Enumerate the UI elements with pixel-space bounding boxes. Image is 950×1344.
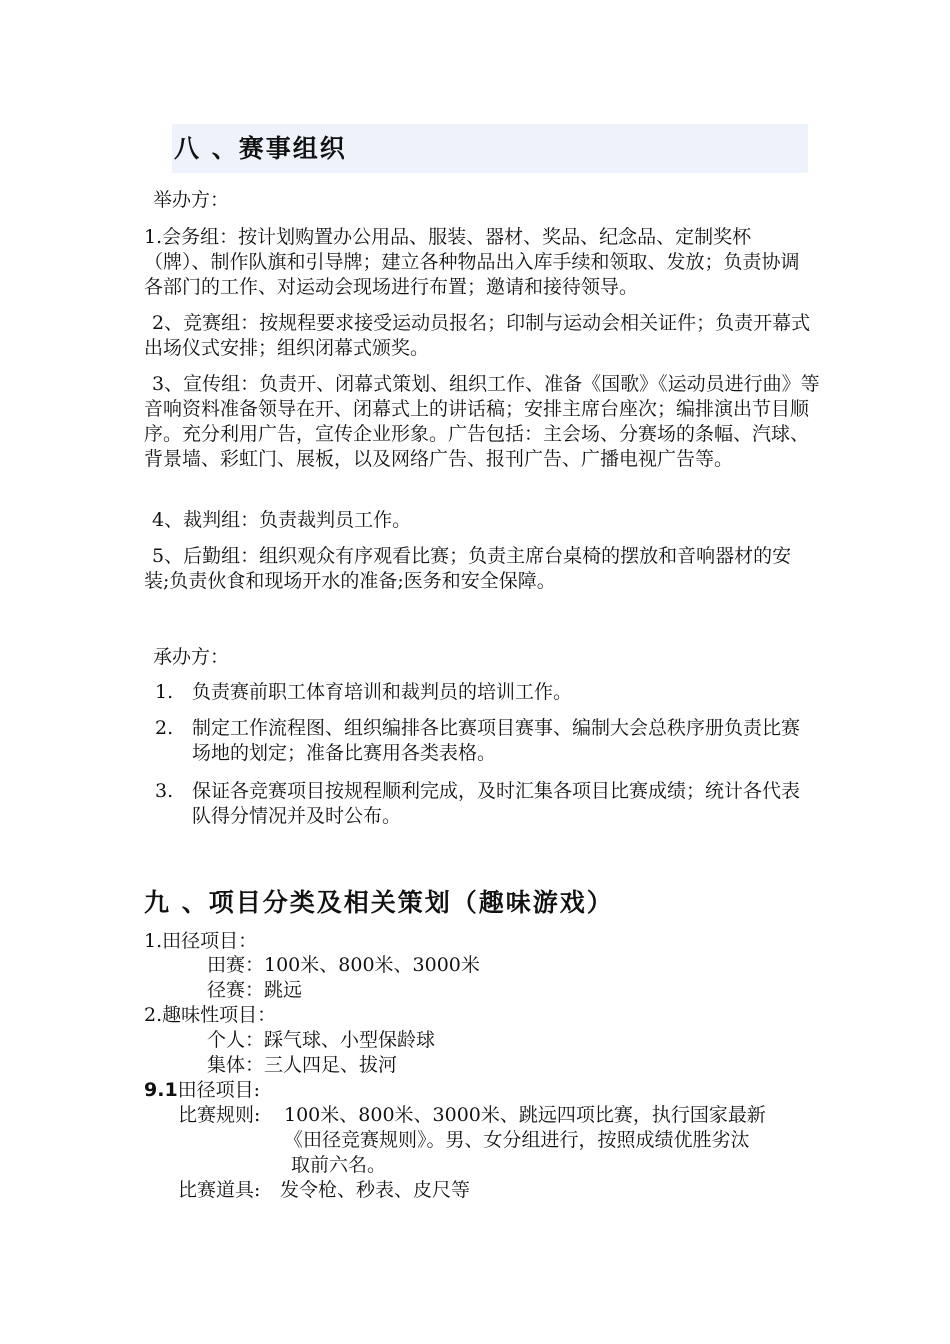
subsection-9-1-title: [144, 1078, 260, 1103]
section-8-heading: 八 、赛事组织: [172, 124, 808, 173]
rules-line-2: 《田径竞赛规则》。男、女分组进行，按照成绩优胜劣汰: [284, 1129, 750, 1151]
team-events: 集体：三人四足、拔河: [207, 1054, 398, 1076]
field-events: 田赛：100米、800米、3000米: [207, 954, 480, 976]
rules-line-1: 100米、800米、3000米、跳远四项比赛，执行国家最新: [284, 1104, 766, 1126]
rules-line-3: 取前六名。: [291, 1154, 387, 1176]
host-label: 举办方：: [153, 189, 230, 211]
host-item-3: 3、宣传组：负责开、闭幕式策划、组织工作、准备《国歌》《运动员进行曲》等音响资料准备领导在开、闭幕式上的讲话稿；安排主席台座次；编排演出节目顺序。充分利用广告，宣传企业形象。广告包括：主会场、分赛场的条幅、汽球、背景墙、彩虹门、展板，以及网络广告、报刊广告、广播电视广告等。: [144, 373, 820, 470]
host-item-1: 1.会务组：按计划购置办公用品、服装、器材、奖品、纪念品、定制奖杯（牌）、制作队旗和引导牌；建立各种物品出入库手续和领取、发放；负责协调各部门的工作、对运动会现场进行布置；邀请和接待领导。: [144, 226, 800, 298]
fun-events-title: 2.趣味性项目：: [144, 1004, 277, 1026]
list-number: 3.: [155, 780, 174, 802]
list-text: 负责赛前职工体育培训和裁判员的培训工作。: [192, 681, 573, 703]
list-number: 1.: [155, 681, 174, 703]
subsection-number: 9.1: [144, 1079, 178, 1101]
section-9-heading: 九 、项目分类及相关策划（趣味游戏）: [144, 888, 614, 917]
host-item-2: 2、竞赛组：按规程要求接受运动员报名；印制与运动会相关证件；负责开幕式出场仪式安排；组织闭幕式颁奖。: [144, 312, 811, 359]
props-label: 比赛道具:: [178, 1179, 261, 1201]
host-item-5: 5、后勤组：组织观众有序观看比赛；负责主席台桌椅的摆放和音响器材的安装;负责伙食和现场开水的准备;医务和安全保障。: [144, 545, 792, 592]
props-text: 发令枪、秒表、皮尺等: [280, 1179, 471, 1201]
individual-events: 个人：踩气球、小型保龄球: [207, 1029, 436, 1051]
list-text: 保证各竞赛项目按规程顺利完成，及时汇集各项目比赛成绩；统计各代表队得分情况并及时公布。: [192, 780, 801, 827]
track-field-title: 1.田径项目：: [144, 930, 258, 952]
list-text: 制定工作流程图、组织编排各比赛项目赛事、编制大会总秩序册负责比赛场地的划定；准备比赛用各类表格。: [192, 717, 801, 764]
track-events: 径赛：跳远: [207, 979, 303, 1001]
rules-label: 比赛规则:: [178, 1104, 261, 1126]
subsection-title: 田径项目:: [177, 1079, 261, 1101]
host-item-4: 4、裁判组：负责裁判员工作。: [152, 509, 412, 531]
list-number: 2.: [155, 717, 174, 739]
organizer-label: 承办方：: [153, 646, 230, 668]
